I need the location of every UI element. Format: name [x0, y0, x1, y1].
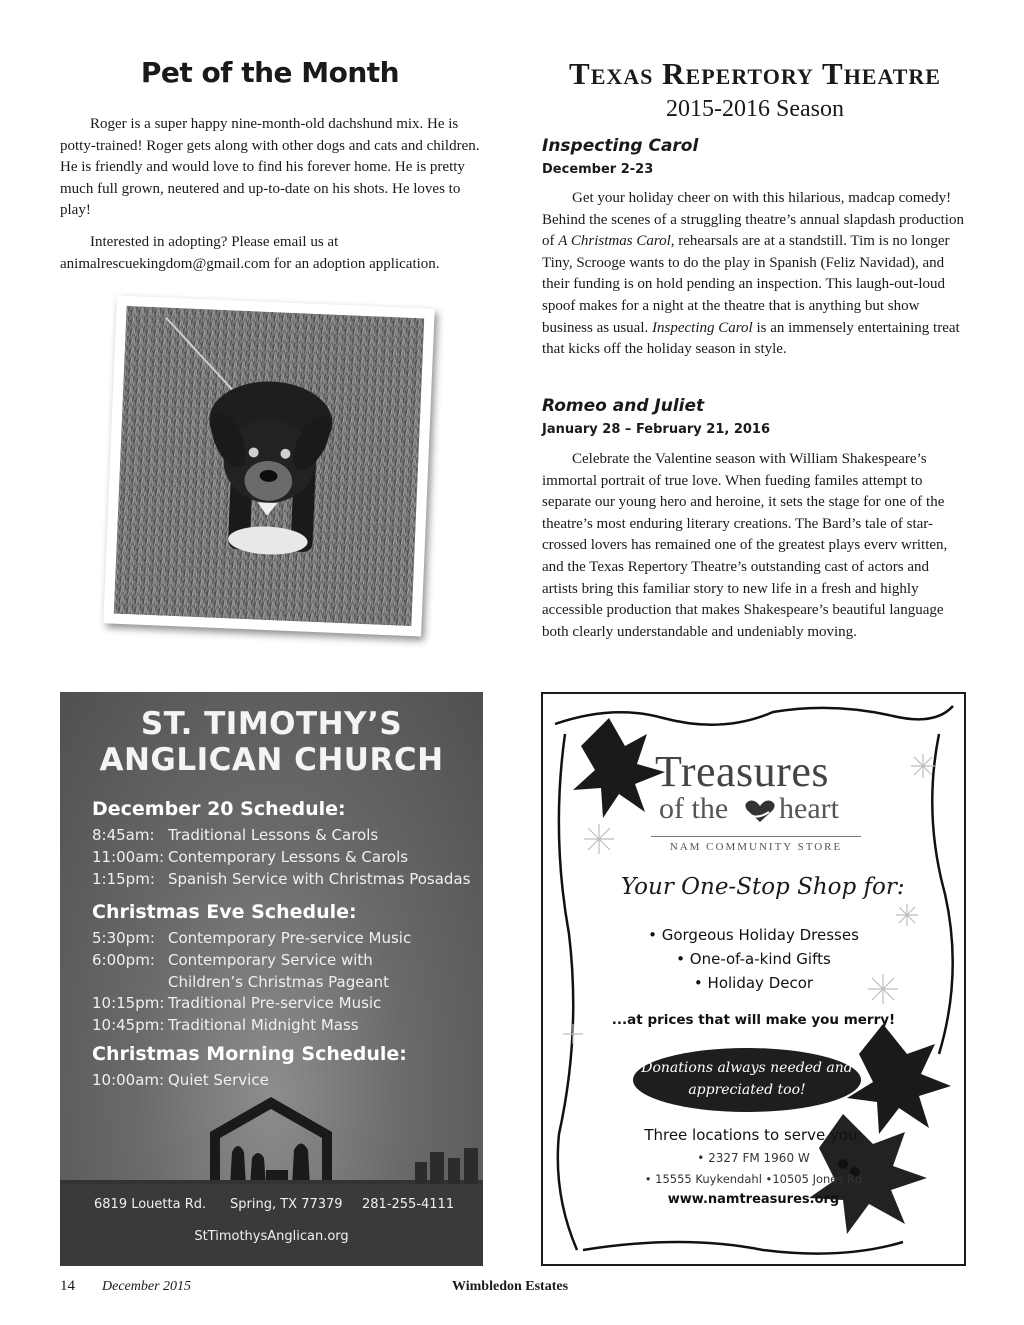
- schedule-event: Children’s Christmas Pageant: [168, 973, 390, 991]
- treasures-prices-line: ...at prices that will make you merry!: [611, 1012, 896, 1028]
- hand-heart-icon: [743, 798, 777, 824]
- show-title-inspecting-carol: Inspecting Carol: [542, 136, 699, 156]
- treasures-bullet: • One-of-a-kind Gifts: [676, 950, 831, 968]
- schedule-time: 10:45pm:: [92, 1016, 165, 1034]
- schedule-event: Quiet Service: [168, 1071, 269, 1089]
- treasures-advertisement: [541, 692, 966, 1266]
- pet-paragraph-1: Roger is a super happy nine-month-old dachshund mix. He is potty-trained! Roger gets along with other dogs and cats and children. He is friendly and would love to find his forever home. He is pretty much full grown, neutered and up-to-date on his shots. He loves to play!: [60, 116, 480, 219]
- schedule-time: 10:15pm:: [92, 994, 165, 1012]
- treasures-logo-heart: heart: [779, 792, 839, 825]
- schedule-event: Traditional Lessons & Carols: [168, 826, 379, 844]
- schedule-time: 10:00am:: [92, 1071, 165, 1089]
- pet-description: [60, 114, 480, 275]
- location-line-2: • 15555 Kuykendahl •10505 Jones Rd: [644, 1172, 863, 1186]
- schedule-row: [92, 1070, 269, 1092]
- show-dates-romeo-juliet: January 28 – February 21, 2016: [542, 422, 771, 437]
- footer-issue-date: December 2015: [102, 1279, 192, 1294]
- treasures-tagline: Your One-Stop Shop for:: [621, 874, 905, 900]
- church-name: [60, 706, 483, 778]
- treasures-logo-subtitle: NAM COMMUNITY STORE: [651, 836, 861, 853]
- church-advertisement: [60, 692, 483, 1266]
- pet-adopt-email: animalrescuekingdom@gmail.com for an adoption application.: [60, 255, 440, 272]
- church-phone: 281-255-4111: [362, 1197, 455, 1212]
- schedule-row: [92, 993, 381, 1015]
- treasures-logo-wordmark: Treasures: [655, 747, 829, 796]
- show-dates-inspecting-carol: December 2-23: [542, 162, 654, 177]
- dog-photo-image: [114, 306, 425, 626]
- locations-heading: Three locations to serve you:: [644, 1126, 863, 1144]
- church-website: StTimothysAnglican.org: [194, 1229, 349, 1244]
- desc-part: is an immensely entertaining treat that kicks off the holiday season in style.: [542, 319, 960, 358]
- schedule-row: [92, 825, 378, 847]
- church-name-line-1: ST. TIMOTHY’S: [140, 706, 403, 742]
- donations-line-2: appreciated too!: [688, 1082, 806, 1098]
- footer-publication-name: Wimbledon Estates: [452, 1279, 569, 1294]
- nativity-silhouette: [60, 1092, 483, 1187]
- pet-of-month-heading: Pet of the Month: [140, 56, 400, 89]
- show-title-romeo-juliet: Romeo and Juliet: [542, 396, 705, 416]
- donations-line-1: Donations always needed and: [641, 1060, 853, 1076]
- christmas-eve-schedule-heading: Christmas Eve Schedule:: [92, 901, 357, 923]
- treasures-bullet: • Holiday Decor: [693, 974, 814, 992]
- church-address: 6819 Louetta Rd.: [94, 1197, 207, 1212]
- schedule-time: 6:00pm:: [92, 951, 155, 969]
- dog-photo: [103, 295, 434, 636]
- donations-oval: [633, 1048, 861, 1112]
- dec20-schedule-heading: December 20 Schedule:: [92, 798, 346, 820]
- location-line-1: • 2327 FM 1960 W: [697, 1151, 810, 1165]
- schedule-time: 8:45am:: [92, 826, 155, 844]
- schedule-event: Contemporary Service with: [168, 951, 373, 969]
- treasures-bullet: • Gorgeous Holiday Dresses: [648, 926, 859, 944]
- christmas-morning-schedule-heading: Christmas Morning Schedule:: [92, 1043, 407, 1065]
- schedule-row: [92, 1015, 359, 1037]
- show-description-inspecting-carol: [542, 188, 964, 361]
- schedule-row: [92, 869, 470, 891]
- season-subheading: 2015-2016 Season: [666, 96, 844, 122]
- schedule-event: Spanish Service with Christmas Posadas: [168, 870, 471, 888]
- treasures-logo-of-the: of the: [659, 792, 729, 825]
- theatre-heading: Texas Repertory Theatre: [569, 56, 941, 91]
- schedule-time: 1:15pm:: [92, 870, 155, 888]
- schedule-time: 5:30pm:: [92, 929, 155, 947]
- church-name-line-2: ANGLICAN CHURCH: [99, 742, 444, 778]
- schedule-row: [92, 972, 389, 994]
- schedule-event: Traditional Midnight Mass: [168, 1016, 359, 1034]
- schedule-event: Traditional Pre-service Music: [168, 994, 382, 1012]
- show-description-romeo-juliet: Celebrate the Valentine season with William Shakespeare’s immortal portrait of true love. When fueding familes attempt to separate our young hero and heroine, it sets the stage for one of the theatre’s most enduring literary creations. The Bard’s tale of star-crossed lovers has remained one of the greatest plays everv written, and the Texas Repertory Theatre’s outstanding cast of actors and artists bring this familiar story to new life in a fresh and highly accessible production that makes Shakespeare’s beautiful language both clearly understandable and undeniably moving.: [542, 451, 948, 640]
- pet-paragraph-2: [60, 232, 480, 275]
- treasures-website: www.namtreasures.org: [667, 1192, 840, 1207]
- schedule-row: [92, 847, 408, 869]
- desc-part: Get your holiday cheer on with this hilarious, madcap comedy! Behind the scenes of a struggling theatre’s annual slapdash production of: [542, 190, 964, 250]
- schedule-row: [92, 928, 411, 950]
- schedule-event: Contemporary Pre-service Music: [168, 929, 412, 947]
- church-city: Spring, TX 77379: [230, 1197, 343, 1212]
- pet-adopt-line: Interested in adopting? Please email us at: [90, 233, 339, 250]
- desc-part: , rehearsals are at a standstill. Tim is no longer Tiny, Scrooge wants to do the play in Spanish (Feliz Navidad), and their funding is on hold pending an inspection. This laugh-out-loud spoof makes for a night at the theatre that is anything but show business as usual.: [542, 233, 950, 336]
- schedule-event: Contemporary Lessons & Carols: [168, 848, 409, 866]
- schedule-row: [92, 950, 373, 972]
- schedule-time: 11:00am:: [92, 848, 165, 866]
- page-number: 14: [60, 1278, 75, 1294]
- desc-italic-title: Inspecting Carol: [652, 319, 753, 336]
- desc-italic-title: A Christmas Carol: [558, 233, 671, 250]
